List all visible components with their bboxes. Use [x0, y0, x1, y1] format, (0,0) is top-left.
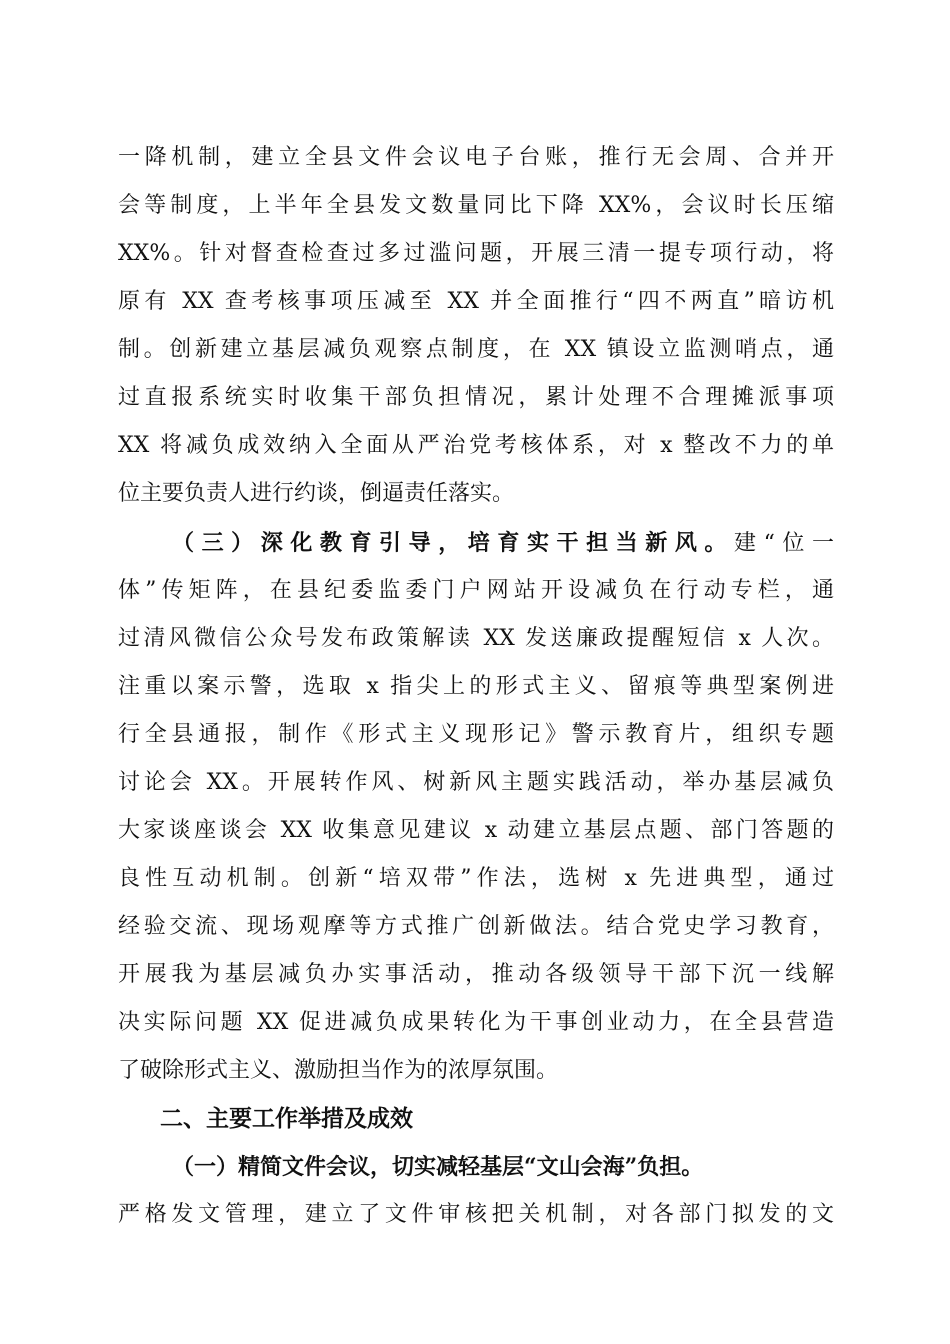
paragraph-2-line-4: 注重以案示警，选取 x 指尖上的形式主义、留痕等典型案例进	[118, 674, 834, 699]
paragraph-2-line-3: 过清风微信公众号发布政策解读 XX 发送廉政提醒短信 x 人次。	[118, 626, 834, 651]
section-heading: 二、主要工作举措及成效	[160, 1106, 413, 1132]
paragraph-1-line-8: 位主要负责人进行约谈，倒逼责任落实。	[118, 481, 515, 506]
paragraph-1-line-3: XX%。针对督查检查过多过滥问题，开展三清一提专项行动，将	[118, 241, 834, 266]
paragraph-2-line-8: 良性互动机制。创新“培双带”作法，选树 x 先进典型，通过	[118, 866, 834, 891]
paragraph-2-line-1	[172, 528, 834, 558]
paragraph-1-line-5: 制。创新建立基层减负观察点制度，在 XX 镇设立监测哨点，通	[118, 337, 834, 362]
paragraph-2-line-7: 大家谈座谈会 XX 收集意见建议 x 动建立基层点题、部门答题的	[118, 818, 834, 843]
subsection-3-title: （三）深化教育引导，培育实干担当新风。	[172, 530, 734, 556]
paragraph-2-line-9: 经验交流、现场观摩等方式推广创新做法。结合党史学习教育，	[118, 914, 834, 939]
paragraph-1-line-4: 原有 XX 查考核事项压减至 XX 并全面推行“四不两直”暗访机	[118, 289, 834, 314]
paragraph-1-line-6: 过直报系统实时收集干部负担情况，累计处理不合理摊派事项	[118, 385, 834, 410]
paragraph-2-first-text: 建“位一	[734, 531, 834, 556]
paragraph-2-line-11: 决实际问题 XX 促进减负成果转化为干事创业动力，在全县营造	[118, 1010, 834, 1035]
paragraph-2-line-12: 了破除形式主义、激励担当作为的浓厚氛围。	[118, 1058, 559, 1083]
subsection-1-title: （一）精简文件会议，切实减轻基层“文山会海”负担。	[172, 1154, 704, 1180]
paragraph-2-line-5: 行全县通报，制作《形式主义现形记》警示教育片，组织专题	[118, 722, 834, 747]
paragraph-2-line-10: 开展我为基层减负办实事活动，推动各级领导干部下沉一线解	[118, 962, 834, 987]
paragraph-3-line-2: 严格发文管理，建立了文件审核把关机制，对各部门拟发的文	[118, 1202, 834, 1227]
paragraph-1-line-1: 一降机制，建立全县文件会议电子台账，推行无会周、合并开	[118, 145, 834, 170]
paragraph-2-line-2: 体”传矩阵，在县纪委监委门户网站开设减负在行动专栏，通	[118, 578, 834, 603]
paragraph-3-line-1	[172, 1152, 834, 1182]
paragraph-2-line-6: 讨论会 XX。开展转作风、树新风主题实践活动，举办基层减负	[118, 770, 834, 795]
paragraph-1-line-7: XX 将减负成效纳入全面从严治党考核体系，对 x 整改不力的单	[118, 433, 834, 458]
paragraph-1-line-2: 会等制度，上半年全县发文数量同比下降 XX%，会议时长压缩	[118, 193, 834, 218]
